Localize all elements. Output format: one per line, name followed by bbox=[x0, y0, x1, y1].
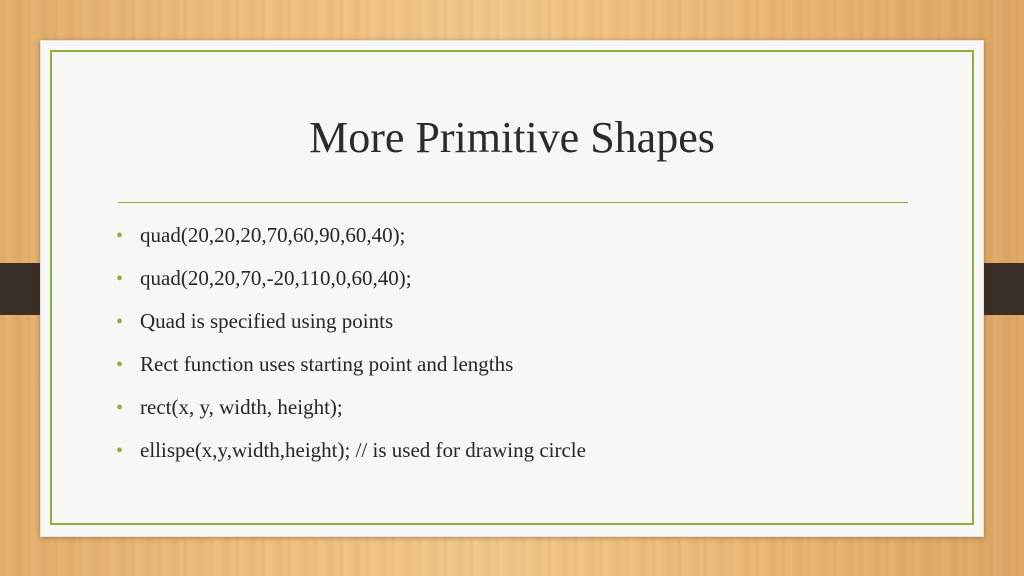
bullet-dot-icon: • bbox=[116, 268, 124, 290]
bullet-item bbox=[116, 222, 916, 265]
bullet-list bbox=[116, 222, 916, 480]
bullet-dot-icon: • bbox=[116, 311, 124, 333]
bullet-item bbox=[116, 308, 916, 351]
bullet-text: ellispe(x,y,width,height); // is used for drawing circle bbox=[140, 438, 586, 462]
bullet-dot-icon: • bbox=[116, 354, 124, 376]
bullet-dot-icon: • bbox=[116, 225, 124, 247]
bullet-text: Quad is specified using points bbox=[140, 309, 394, 333]
bullet-text: quad(20,20,70,-20,110,0,60,40); bbox=[140, 266, 412, 290]
bullet-item bbox=[116, 265, 916, 308]
title-divider bbox=[118, 202, 908, 203]
bullet-item bbox=[116, 437, 916, 480]
slide-title: More Primitive Shapes bbox=[309, 113, 715, 162]
bullet-dot-icon: • bbox=[116, 397, 124, 419]
bullet-text: quad(20,20,20,70,60,90,60,40); bbox=[140, 223, 406, 247]
bullet-text: Rect function uses starting point and lengths bbox=[140, 352, 514, 376]
bullet-text: rect(x, y, width, height); bbox=[140, 395, 343, 419]
bullet-dot-icon: • bbox=[116, 440, 124, 462]
bullet-item bbox=[116, 394, 916, 437]
bullet-item bbox=[116, 351, 916, 394]
